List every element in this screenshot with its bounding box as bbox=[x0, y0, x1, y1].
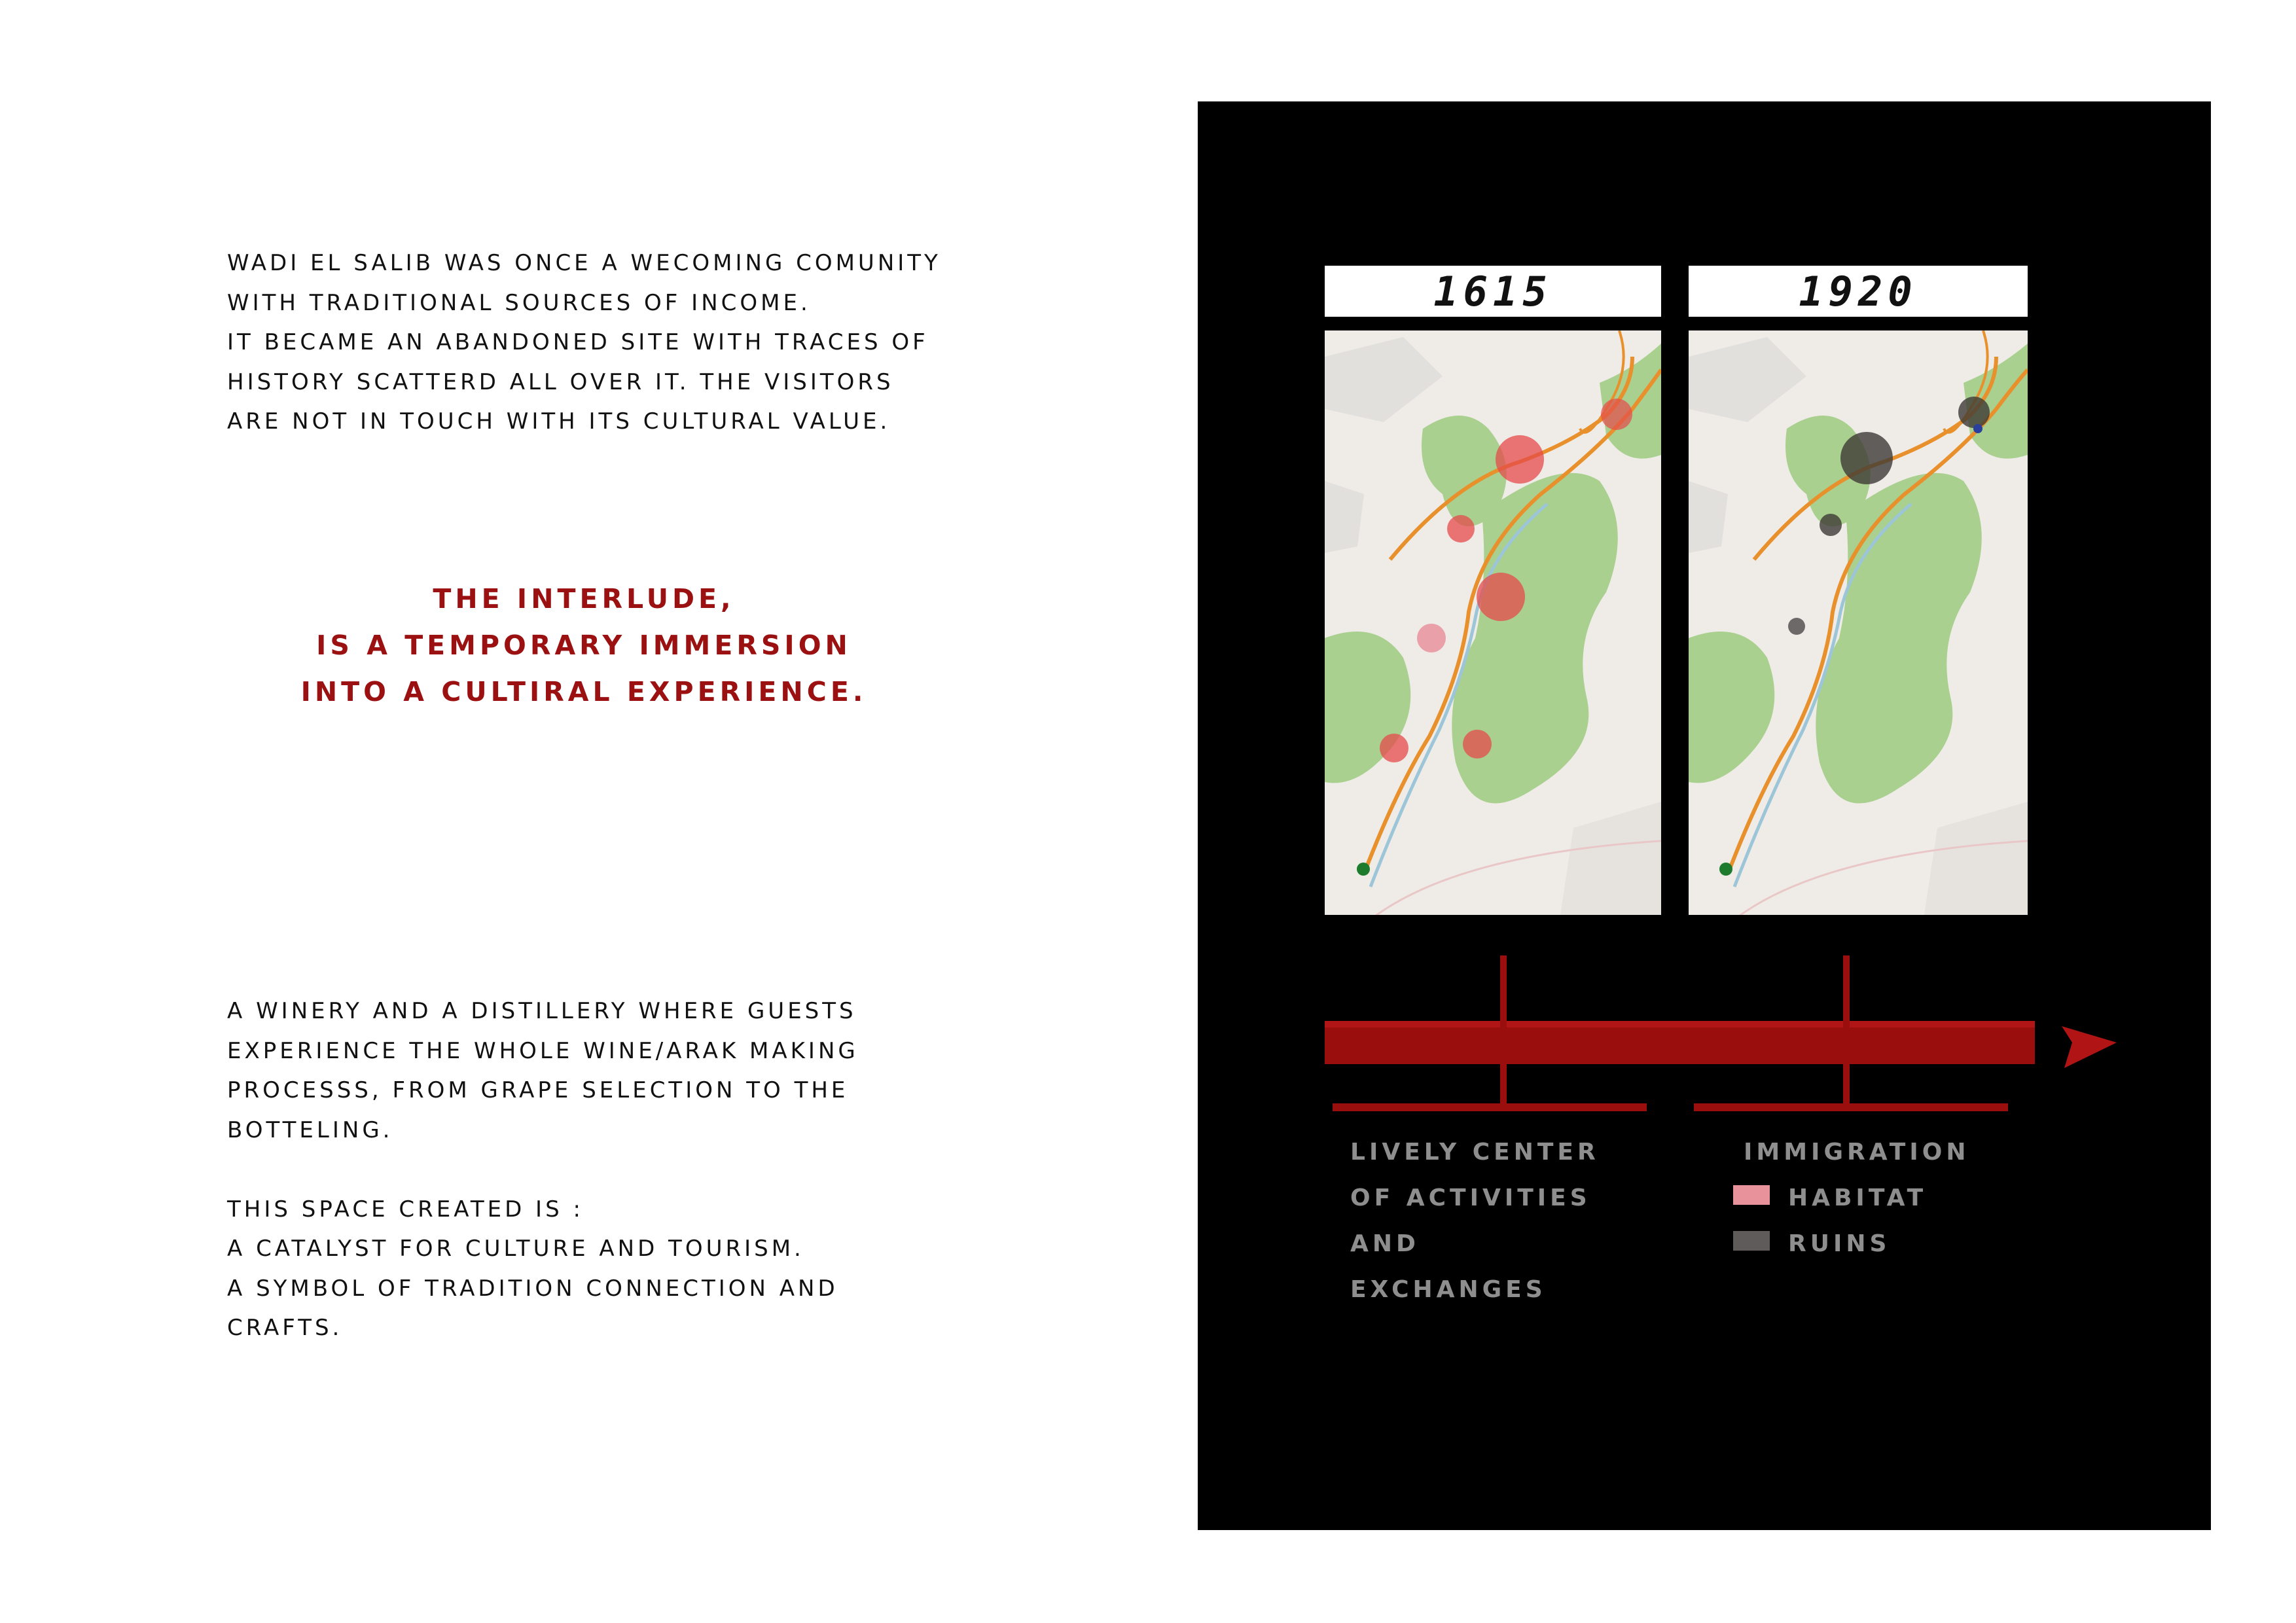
description-line: CRAFTS. bbox=[227, 1315, 343, 1341]
caption-line: LIVELY CENTER bbox=[1350, 1139, 1600, 1166]
legend-swatch-ruins bbox=[1733, 1231, 1770, 1251]
description-line: A CATALYST FOR CULTURE AND TOURISM. bbox=[227, 1236, 804, 1262]
timeline-tick-1920 bbox=[1843, 955, 1850, 1110]
map-1920-graphic bbox=[1689, 330, 2028, 915]
caption-line: EXCHANGES bbox=[1350, 1276, 1547, 1303]
description-line: A SYMBOL OF TRADITION CONNECTION AND bbox=[227, 1275, 838, 1302]
period-bracket-1920 bbox=[1694, 1103, 2008, 1111]
intro-line: WITH TRADITIONAL SOURCES OF INCOME. bbox=[227, 289, 811, 316]
intro-line: HISTORY SCATTERD ALL OVER IT. THE VISITORS bbox=[227, 368, 894, 395]
intro-line: WADI EL SALIB WAS ONCE A WECOMING COMUNITY bbox=[227, 250, 941, 276]
caption-1920 bbox=[1744, 1130, 1969, 1175]
legend-label-ruins: RUINS bbox=[1788, 1230, 1891, 1257]
description-line: EXPERIENCE THE WHOLE WINE/ARAK MAKING bbox=[227, 1037, 859, 1064]
legend-swatch-habitat bbox=[1733, 1185, 1770, 1205]
caption-1615 bbox=[1350, 1130, 1600, 1313]
map-1615-graphic bbox=[1325, 330, 1661, 915]
caption-line: OF ACTIVITIES bbox=[1350, 1185, 1591, 1211]
map-1615 bbox=[1325, 330, 1661, 915]
description-paragraph bbox=[227, 991, 859, 1348]
description-line: BOTTELING. bbox=[227, 1116, 393, 1143]
period-bracket-1615 bbox=[1333, 1103, 1647, 1111]
timeline-tick-1615 bbox=[1500, 955, 1507, 1110]
year-label-1615: 1615 bbox=[1325, 266, 1661, 317]
intro-paragraph bbox=[227, 243, 941, 442]
description-line: PROCESSS, FROM GRAPE SELECTION TO THE bbox=[227, 1077, 849, 1103]
intro-line: ARE NOT IN TOUCH WITH ITS CULTURAL VALUE. bbox=[227, 408, 891, 435]
timeline-arrow-icon bbox=[2062, 1026, 2117, 1068]
description-line: A WINERY AND A DISTILLERY WHERE GUESTS bbox=[227, 998, 857, 1024]
map-1920 bbox=[1689, 330, 2028, 915]
intro-line: IT BECAME AN ABANDONED SITE WITH TRACES OF bbox=[227, 329, 929, 355]
tagline bbox=[227, 576, 941, 715]
legend-label-habitat: HABITAT bbox=[1788, 1185, 1928, 1211]
timeline-graphic bbox=[1325, 955, 2130, 1113]
description-line: THIS SPACE CREATED IS : bbox=[227, 1196, 584, 1222]
paragraph-gap bbox=[227, 1150, 859, 1190]
year-label-1920: 1920 bbox=[1689, 266, 2028, 317]
caption-line: AND bbox=[1350, 1230, 1420, 1257]
caption-line: IMMIGRATION bbox=[1744, 1139, 1970, 1166]
tagline-line: INTO A CULTIRAL EXPERIENCE. bbox=[300, 676, 867, 707]
tagline-line: THE INTERLUDE, bbox=[433, 583, 735, 615]
tagline-line: IS A TEMPORARY IMMERSION bbox=[316, 630, 852, 661]
